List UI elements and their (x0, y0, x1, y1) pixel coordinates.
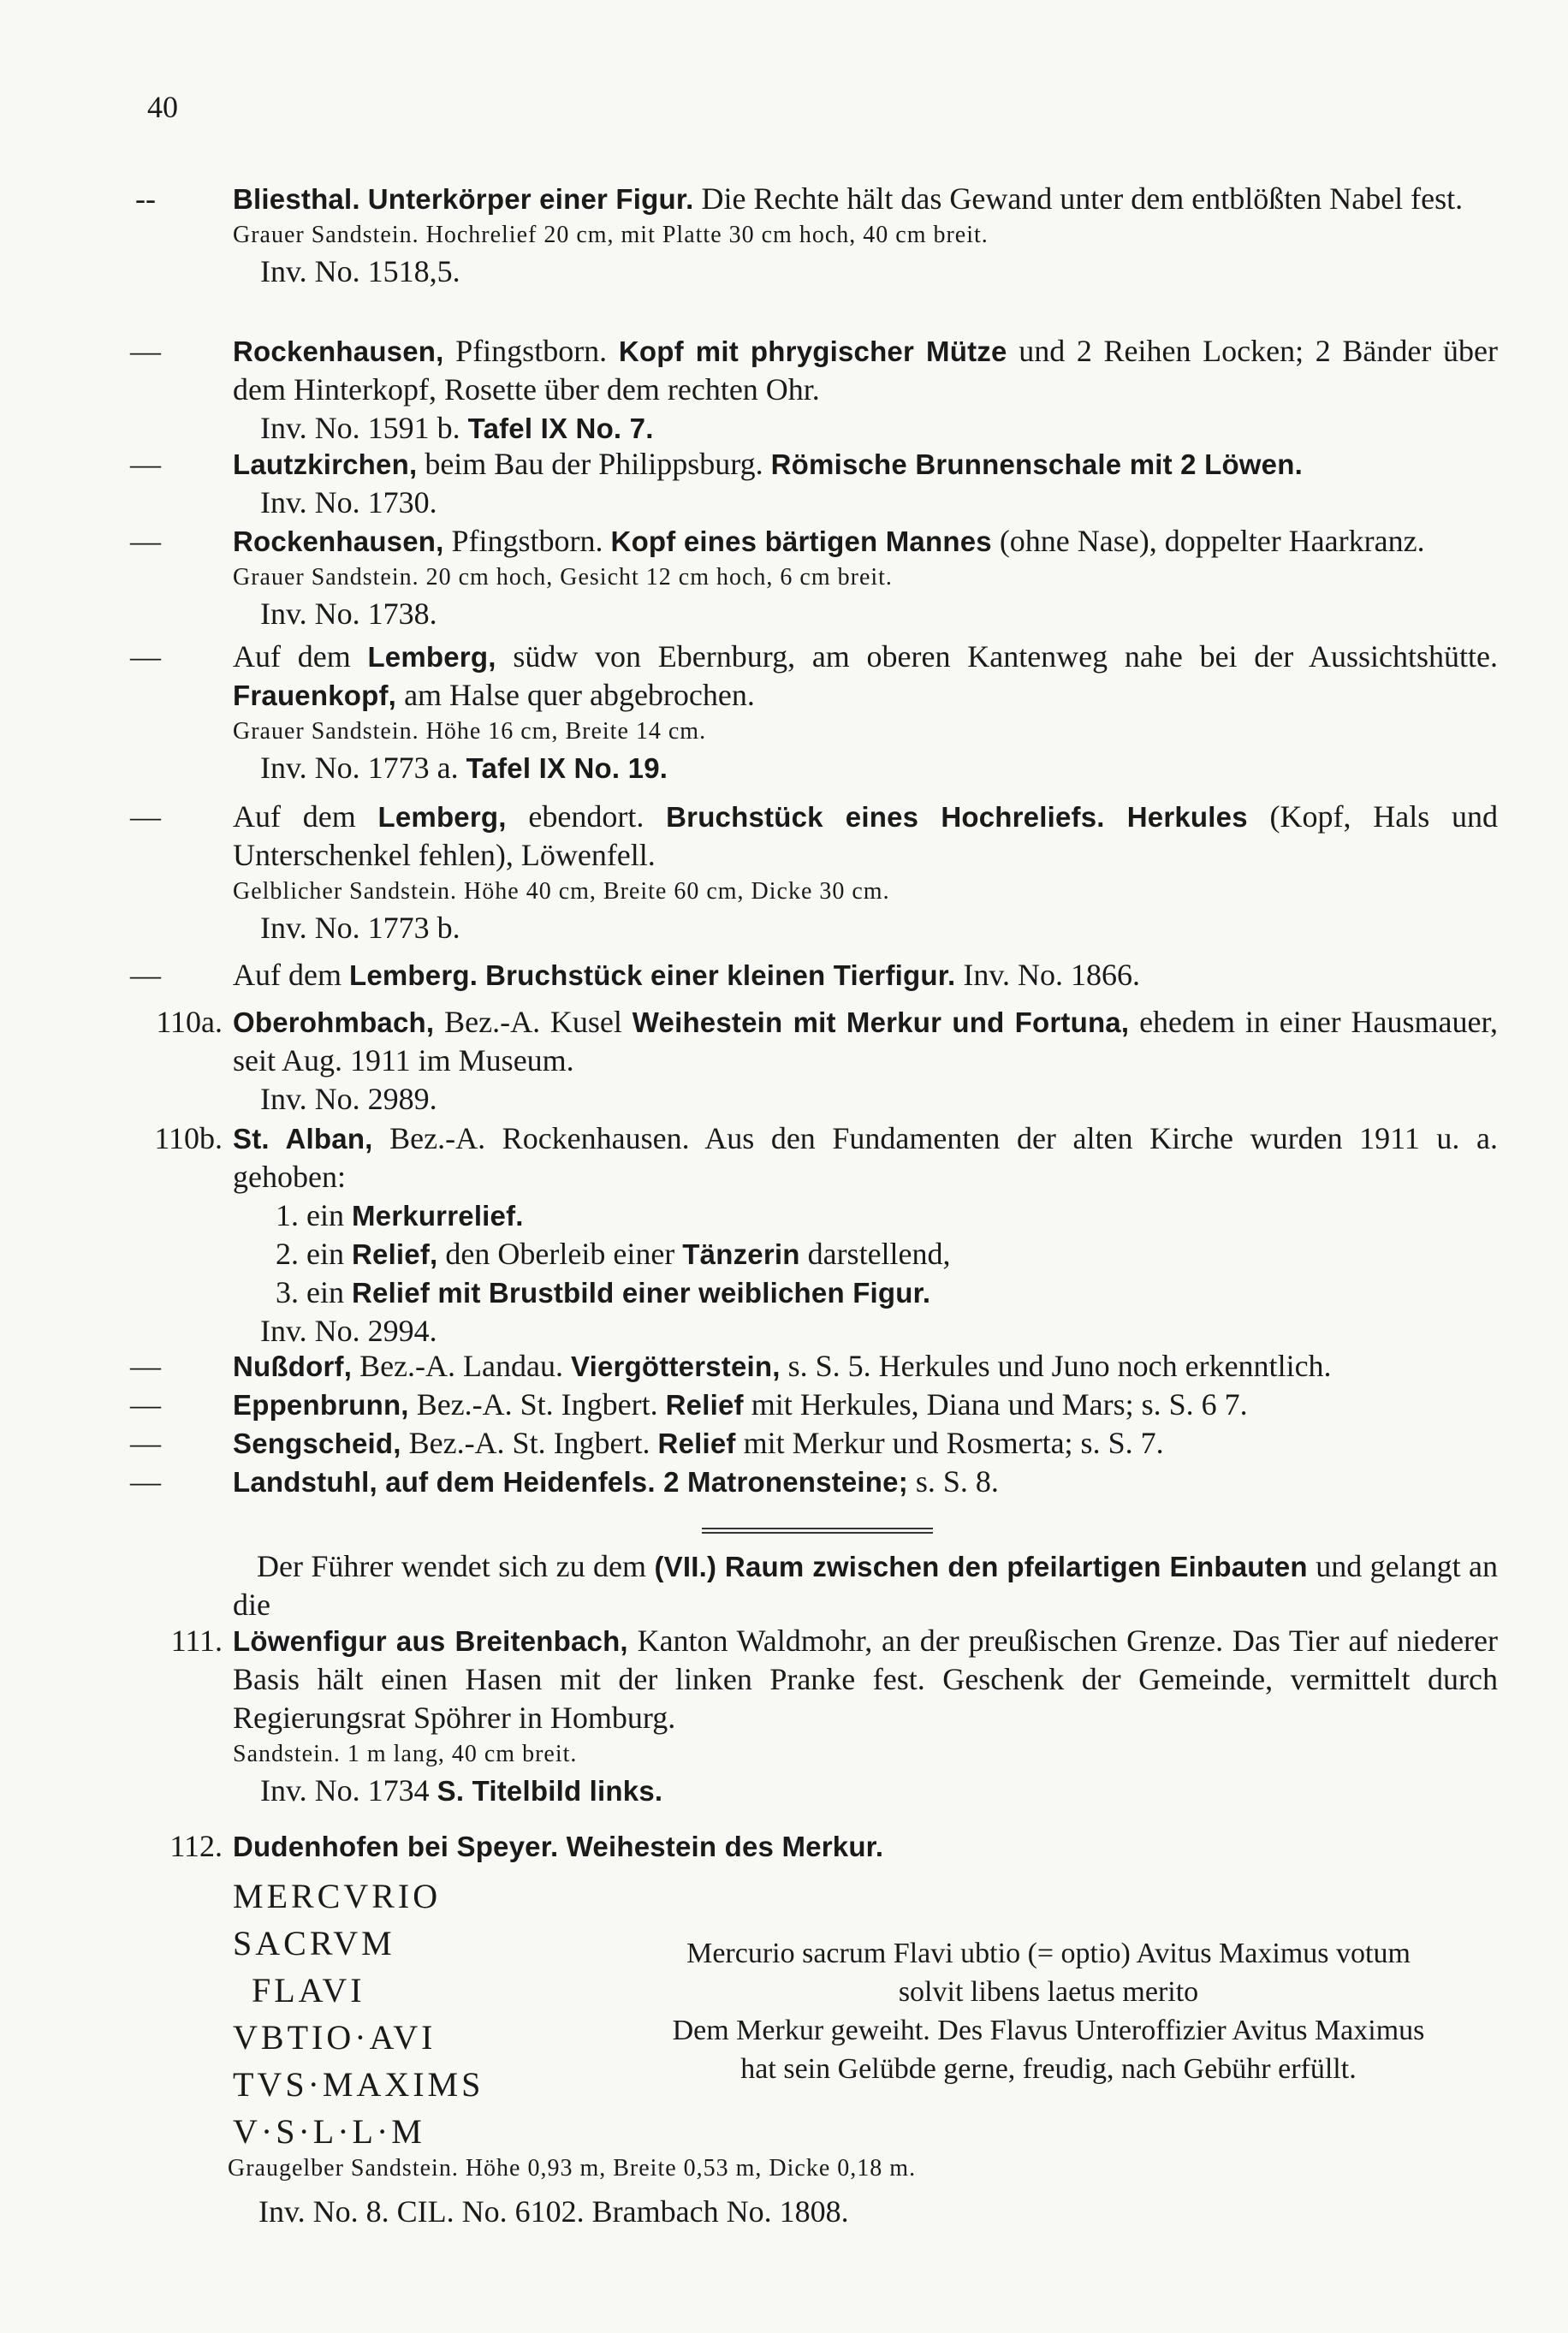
inventory-number (233, 1772, 1498, 1810)
text: (Kopf, Hals und Unterschenkel fehlen), Löwenfell. (233, 799, 1499, 872)
entry-body (233, 1386, 1498, 1424)
entry-marker: — (130, 1426, 161, 1460)
material-note: Grauer Sandstein. Höhe 16 cm, Breite 14 cm. (233, 718, 707, 745)
entry-body (233, 1003, 1498, 1119)
text: 1. ein (276, 1198, 352, 1232)
entry-description (233, 956, 1498, 994)
bold-text: Tänzerin (682, 1238, 800, 1270)
text: s. S. 5. Herkules und Juno noch erkenntlich. (780, 1349, 1332, 1383)
entry-body (233, 1463, 1498, 1501)
text: 3. ein (276, 1275, 352, 1309)
inventory-number (233, 1312, 1498, 1351)
entry-body (233, 1547, 1498, 1624)
text: den Oberleib einer (437, 1237, 683, 1271)
text: und 2 Reihen Locken; 2 Bänder über dem Hinterkopf, Rosette über dem rechten Ohr. (233, 334, 1498, 407)
entry-description (233, 1386, 1498, 1424)
entry-body (233, 638, 1498, 787)
bold-text: Kopf eines bärtigen Mannes (610, 525, 992, 557)
entry-body (233, 1119, 1498, 1351)
entry-marker: — (130, 334, 161, 368)
entry-body (233, 1622, 1498, 1810)
entry-description (233, 180, 1498, 218)
text: Pfingstborn. (443, 334, 619, 368)
material-note: Grauer Sandstein. 20 cm hoch, Gesicht 12 cm hoch, 6 cm breit. (233, 564, 893, 591)
inventory-number (233, 749, 1498, 787)
bold-text: Nußdorf, (233, 1351, 353, 1382)
entry-marker: — (130, 639, 161, 674)
text: Auf dem (233, 958, 349, 992)
entry-marker: — (130, 447, 161, 481)
entry-marker: -- (135, 181, 156, 216)
entry-marker: — (130, 799, 161, 834)
inscription-line: V·S·L·L·M (233, 2112, 425, 2151)
bold-text: Bruchstück einer kleinen Tierfigur. (485, 959, 956, 991)
text: Inv. No. 1734 (260, 1773, 437, 1808)
text: Inv. No. 2989. (260, 1082, 437, 1116)
entry-description (233, 798, 1498, 875)
entry-marker: 110b. (154, 1121, 223, 1155)
bold-text: Löwenfigur aus Breitenbach, (233, 1625, 628, 1657)
bold-text: Rockenhausen, (233, 525, 444, 557)
bold-text: (VII.) Raum zwischen den pfeilartigen Einbauten (654, 1551, 1308, 1582)
text: Inv. No. 1738. (260, 597, 437, 631)
bold-text: Landstuhl, auf dem Heidenfels. 2 Matronensteine; (233, 1466, 908, 1498)
bold-text: Römische Brunnenschale mit 2 Löwen. (770, 448, 1303, 480)
latin-inscription (233, 1873, 484, 2155)
bold-text: Kopf mit phrygischer Mütze (618, 335, 1007, 367)
text: südw von Ebernburg, am oberen Kantenweg nahe bei der Aussichtshütte. (496, 639, 1498, 674)
bold-text: Relief, (351, 1238, 438, 1270)
translation-line: Mercurio sacrum Flavi ubtio (= optio) Avitus Maximus votum (686, 1938, 1411, 1969)
text: Auf dem (233, 639, 368, 674)
entry-marker: 111. (170, 1624, 223, 1658)
page-number: 40 (147, 90, 178, 124)
entry-marker: — (130, 1349, 161, 1383)
text: Pfingstborn. (443, 524, 611, 558)
entry-description (233, 1003, 1498, 1080)
bold-text: Lautzkirchen, (233, 448, 418, 480)
translation-line: solvit libens laetus merito (898, 1976, 1199, 2008)
entry-body (233, 1347, 1498, 1386)
text: darstellend, (799, 1237, 951, 1271)
entry-marker: 112. (169, 1829, 223, 1863)
bold-text: Dudenhofen bei Speyer. Weihestein des Merkur. (233, 1831, 884, 1862)
bold-text: Bliesthal. (233, 183, 360, 215)
inventory-number (233, 1080, 1498, 1119)
text (360, 181, 368, 216)
entry-body (233, 956, 1498, 994)
material-note: Grauer Sandstein. Hochrelief 20 cm, mit Platte 30 cm hoch, 40 cm breit. (233, 222, 989, 248)
inventory-number (233, 595, 1498, 633)
text: Der Führer wendet sich zu dem (257, 1549, 655, 1583)
entry-description (233, 522, 1498, 561)
text: Kanton Waldmohr, an der preußischen Grenze. Das Tier auf niederer Basis hält einen Hasen mit der linken Pranke fest. Geschenk der Gemeinde, vermittelt durch Regierungsrat Spöhrer in Homburg. (233, 1624, 1499, 1735)
text: am Halse quer abgebrochen. (396, 678, 755, 712)
bold-text: Tafel IX No. 19. (466, 752, 668, 784)
text: mit Merkur und Rosmerta; s. S. 7. (735, 1426, 1164, 1460)
text: Bez.-A. St. Ingbert. (408, 1387, 666, 1422)
text: 2. ein (276, 1237, 352, 1271)
bold-text: Viergötterstein, (570, 1351, 781, 1382)
material-note: Graugelber Sandstein. Höhe 0,93 m, Breite 0,53 m, Dicke 0,18 m. (228, 2155, 917, 2182)
entry-body (233, 1424, 1498, 1463)
bold-text: Eppenbrunn, (233, 1389, 409, 1421)
text: Inv. No. 2994. (260, 1314, 437, 1348)
inscription-line: TVS·MAXIMS (233, 2065, 484, 2104)
entry-description (233, 1424, 1498, 1463)
inscription-translation (599, 1934, 1498, 2088)
entry-description (233, 1119, 1498, 1196)
entry-description (233, 1827, 1498, 1866)
bold-text: Merkurrelief. (351, 1200, 524, 1232)
bold-text: Lemberg, (367, 641, 496, 673)
entry-marker: — (130, 524, 161, 558)
inventory-number (233, 409, 1498, 448)
bold-text: Relief (665, 1389, 744, 1421)
entry-marker: — (130, 958, 161, 992)
section-divider (702, 1528, 933, 1534)
bold-text: Bruchstück eines Hochreliefs. Herkules (666, 801, 1248, 833)
text: Bez.-A. Kusel (434, 1005, 633, 1039)
text: und gelangt an die (233, 1549, 1498, 1622)
bold-text: Unterkörper einer Figur. (367, 183, 694, 215)
inventory-number (233, 909, 1498, 947)
entry-description (233, 332, 1498, 409)
material-note: Gelblicher Sandstein. Höhe 40 cm, Breite 60 cm, Dicke 30 cm. (233, 878, 890, 905)
entry-body (233, 445, 1498, 522)
text: Inv. No. 1591 b. (260, 411, 468, 445)
bold-text: Relief (657, 1428, 736, 1459)
text: (ohne Nase), doppelter Haarkranz. (991, 524, 1425, 558)
text: ehedem in einer Hausmauer, seit Aug. 1911 im Museum. (233, 1005, 1498, 1077)
text: Inv. No. 1518,5. (260, 254, 460, 288)
bold-text: Lemberg. (348, 959, 478, 991)
text: Inv. No. 1730. (260, 485, 437, 519)
inscription-line: FLAVI (252, 1971, 365, 2009)
text: Bez.-A. Landau. (352, 1349, 571, 1383)
entry-description (233, 445, 1498, 484)
entry-body (233, 180, 1498, 291)
bold-text: St. Alban, (233, 1123, 373, 1155)
text: mit Herkules, Diana und Mars; s. S. 6 7. (743, 1387, 1248, 1422)
text: ebendort. (506, 799, 667, 834)
bold-text: Tafel IX No. 7. (467, 413, 654, 444)
inventory-number (233, 252, 1498, 291)
entry-body (233, 1827, 1498, 1866)
bold-text: Lemberg, (377, 801, 507, 833)
bold-text: Relief mit Brustbild einer weiblichen Figur. (351, 1277, 931, 1309)
entry-description (233, 638, 1498, 715)
bold-text: Frauenkopf, (233, 680, 397, 711)
bold-text: Rockenhausen, (233, 335, 444, 367)
entry-body (233, 332, 1498, 448)
text: beim Bau der Philippsburg. (417, 447, 771, 481)
list-item (233, 1196, 1498, 1235)
inscription-line: VBTIO·AVI (233, 2018, 437, 2057)
text (478, 958, 485, 992)
text: s. S. 8. (907, 1464, 999, 1499)
text: Inv. No. 1773 a. (260, 751, 466, 785)
list-item (233, 1273, 1498, 1312)
material-note: Sandstein. 1 m lang, 40 cm breit. (233, 1741, 578, 1767)
text: Die Rechte hält das Gewand unter dem entblößten Nabel fest. (693, 181, 1464, 216)
translation-line: Dem Merkur geweiht. Des Flavus Unteroffizier Avitus Maximus (672, 2015, 1425, 2046)
text: Auf dem (233, 799, 378, 834)
entry-description (233, 1463, 1498, 1501)
bold-text: Oberohmbach, (233, 1006, 435, 1038)
text: Bez.-A. Rockenhausen. Aus den Fundamenten der alten Kirche wurden 1911 u. a. gehoben: (233, 1121, 1498, 1194)
entry-body (233, 798, 1498, 947)
bold-text: Sengscheid, (233, 1428, 401, 1459)
inventory-number (233, 484, 1498, 522)
entry-body (233, 522, 1498, 633)
entry-description (233, 1347, 1498, 1386)
entry-marker: — (130, 1387, 161, 1422)
list-item (233, 1235, 1498, 1273)
entry-marker: 110a. (156, 1005, 223, 1039)
entry-marker: — (130, 1464, 161, 1499)
text: Inv. No. 1866. (955, 958, 1140, 992)
text: Inv. No. 1773 b. (260, 911, 460, 945)
entry-description (233, 1547, 1498, 1624)
inscription-line: MERCVRIO (233, 1877, 442, 1915)
entry-description (233, 1622, 1498, 1737)
translation-line: hat sein Gelübde gerne, freudig, nach Gebühr erfüllt. (740, 2053, 1357, 2085)
inventory-number: Inv. No. 8. CIL. No. 6102. Brambach No. 1808. (258, 2194, 849, 2229)
bold-text: Weihestein mit Merkur und Fortuna, (632, 1006, 1130, 1038)
text: Bez.-A. St. Ingbert. (401, 1426, 658, 1460)
inscription-line: SACRVM (233, 1924, 395, 1962)
bold-text: S. Titelbild links. (437, 1775, 663, 1807)
